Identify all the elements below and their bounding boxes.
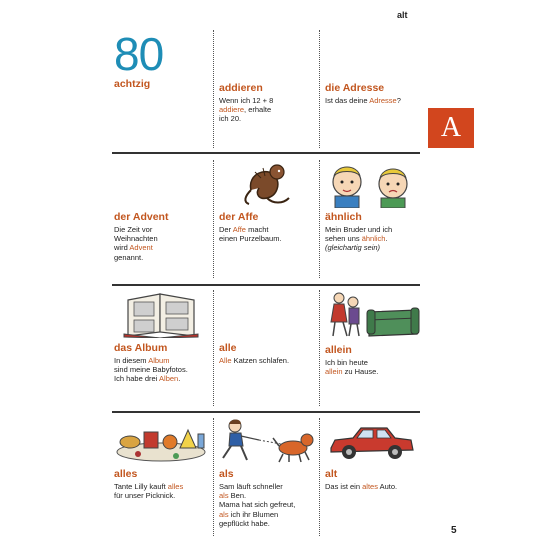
- example-text: Die Zeit vor Weihnachten wird Advent genannt.: [114, 225, 158, 262]
- headword: ähnlich: [325, 211, 362, 223]
- entry-advent: [114, 211, 210, 262]
- example-text: Wenn ich 12 + 8 addiere, erhalte ich 20.: [219, 96, 274, 124]
- old-car-illustration: [325, 418, 419, 464]
- column-divider: [213, 418, 214, 536]
- headword: der Advent: [114, 211, 169, 223]
- example-text: Mein Bruder und ich sehen uns ähnlich. (gleichartig sein): [325, 225, 393, 253]
- entry-alles: [114, 418, 210, 500]
- row-divider: [112, 152, 420, 154]
- example-text: Sam läuft schneller als Ben. Mama hat sich gefreut, als ich ihr Blumen gepflückt habe.: [219, 482, 296, 528]
- column-divider: [213, 290, 214, 406]
- example-text: Ist das deine Adresse?: [325, 96, 401, 105]
- entry-album: [114, 290, 210, 384]
- entry-grid: [112, 28, 420, 538]
- guide-word: alt: [397, 10, 408, 20]
- headword: der Affe: [219, 211, 259, 223]
- example-text: Der Affe macht einen Purzelbaum.: [219, 225, 282, 244]
- page-number: 5: [451, 525, 457, 536]
- headword: alle: [219, 342, 237, 354]
- row-divider: [112, 411, 420, 413]
- entry-alle: [219, 342, 315, 365]
- headword: das Album: [114, 342, 168, 354]
- headword: alt: [325, 468, 338, 480]
- column-divider: [319, 290, 320, 406]
- entry-adresse: [325, 82, 421, 105]
- example-text: Ich bin heute allein zu Hause.: [325, 358, 379, 377]
- headword: addieren: [219, 82, 263, 94]
- photo-album-illustration: [114, 290, 208, 338]
- headword: alles: [114, 468, 138, 480]
- column-divider: [213, 30, 214, 148]
- column-divider: [213, 160, 214, 278]
- similar-brothers-illustration: [325, 160, 419, 208]
- headword: allein: [325, 344, 352, 356]
- row-divider: [112, 284, 420, 286]
- letter-tab: A: [428, 108, 474, 148]
- headword: achtzig: [114, 78, 151, 90]
- boy-running-with-dog-illustration: [219, 418, 315, 464]
- headword: als: [219, 468, 234, 480]
- entry-addieren: [219, 82, 315, 124]
- column-divider: [319, 30, 320, 148]
- column-divider: [319, 418, 320, 536]
- picnic-food-illustration: [114, 418, 208, 464]
- example-text: Tante Lilly kauft alles für unser Picknick.: [114, 482, 184, 501]
- example-text: In diesem Album sind meine Babyfotos. Ich habe drei Alben.: [114, 356, 188, 384]
- column-divider: [319, 160, 320, 278]
- entry-aehnlich: [325, 160, 421, 253]
- couple-dancing-and-sofa-illustration: [325, 290, 421, 340]
- monkey-somersault-illustration: [237, 160, 297, 208]
- entry-als: [219, 418, 315, 528]
- headword: die Adresse: [325, 82, 385, 94]
- example-text: Das ist ein altes Auto.: [325, 482, 398, 491]
- example-text: Alle Katzen schlafen.: [219, 356, 290, 365]
- entry-allein: [325, 290, 421, 376]
- number-80: 80: [114, 28, 164, 80]
- entry-affe: [219, 160, 315, 243]
- entry-alt: [325, 418, 421, 491]
- entry-achtzig: [114, 30, 210, 92]
